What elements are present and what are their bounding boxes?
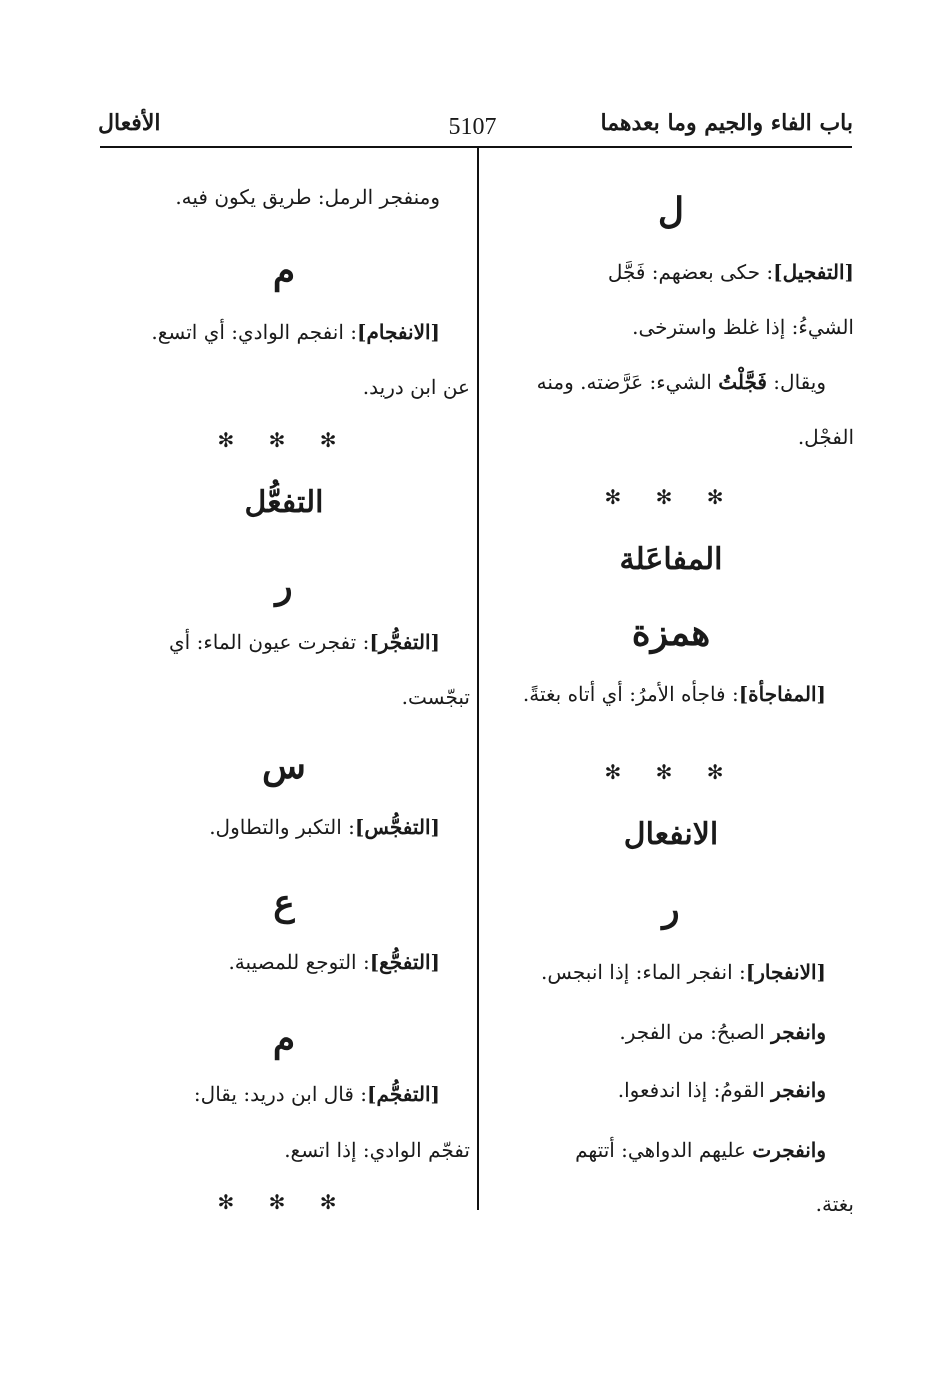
headword: [التفجُّم] — [367, 1082, 440, 1106]
letter-heading-mim: م — [272, 1018, 296, 1060]
headword: [التفجُّع] — [369, 950, 440, 974]
letter-heading-sin: س — [262, 745, 306, 787]
definition: : انفجم الوادي: أي اتسع. — [151, 320, 358, 344]
entry-yuqal — [488, 370, 826, 394]
section-heading-tafaul: التفعُّل — [244, 485, 324, 520]
letter-heading-hamza: همزة — [631, 612, 711, 654]
headword: [المفاجأة] — [738, 682, 826, 706]
entry-infijam — [98, 320, 440, 344]
section-heading-infiaal: الانفعال — [623, 817, 719, 852]
headword: فَجَّلْتُ — [718, 370, 767, 394]
definition: القومُ: إذا اندفعوا. — [617, 1078, 772, 1102]
headword: وانفجر — [771, 1020, 826, 1044]
section-separator: ✻ ✻ ✻ — [217, 1190, 351, 1214]
headword: [الانفجام] — [357, 320, 440, 344]
entry-mufajaa — [488, 682, 826, 706]
entry-tafajjum-cont: تفجّم الوادي: إذا اتسع. — [284, 1138, 470, 1162]
letter-heading-mim: م — [272, 250, 296, 292]
entry-tafajjur-cont: تبجّست. — [401, 685, 470, 709]
entry-tafajjus — [98, 815, 440, 839]
entry-munfajar: ومنفجر الرمل: طريق يكون فيه. — [175, 185, 440, 209]
entry-yuqal-cont: الفجْل. — [797, 425, 854, 449]
letter-heading-lam: ل — [657, 190, 685, 232]
headword: [الانفجار] — [745, 960, 826, 984]
letter-heading-ra: ر — [662, 888, 680, 930]
section-separator: ✻ ✻ ✻ — [604, 760, 738, 784]
letter-heading-ra: ر — [275, 565, 293, 607]
entry-tafajju — [98, 950, 440, 974]
running-head-chapter: باب الفاء والجيم وما بعدهما — [600, 110, 853, 136]
entry-sobh — [488, 1020, 826, 1044]
entry-tafajjum — [98, 1082, 440, 1106]
header-rule — [100, 146, 852, 148]
definition: : انفجر الماء: إذا انبجس. — [541, 960, 746, 984]
headword: وانفجرت — [752, 1138, 826, 1162]
text: ويقال: — [766, 370, 826, 394]
definition: الصبحُ: من الفجر. — [619, 1020, 772, 1044]
entry-dawahi — [488, 1138, 826, 1162]
definition: : قال ابن دريد: يقال: — [193, 1082, 368, 1106]
entry-tafajjur — [98, 630, 440, 654]
definition: : التوجع للمصيبة. — [228, 950, 370, 974]
definition: عليهم الدواهي: أتتهم — [575, 1138, 753, 1162]
entry-qawm — [488, 1078, 826, 1102]
definition: : التكبر والتطاول. — [209, 815, 355, 839]
entry-infijam-cont: عن ابن دريد. — [362, 375, 470, 399]
running-head-section: الأفعال — [98, 110, 161, 136]
definition: : تفجرت عيون الماء: أي — [169, 630, 370, 654]
definition: : فاجأه الأمرُ: أي أتاه بغتةً. — [522, 682, 739, 706]
entry-tafjeel — [488, 260, 854, 284]
column-divider — [477, 148, 479, 1210]
definition: : حكى بعضهم: فَجَّل — [607, 260, 774, 284]
entry-infijar — [488, 960, 826, 984]
page-number: 5107 — [448, 114, 497, 140]
headword: [التفجيل] — [773, 260, 854, 284]
section-separator: ✻ ✻ ✻ — [217, 428, 351, 452]
letter-heading-ain: ع — [273, 882, 295, 924]
entry-tafjeel-cont: الشيءُ: إذا غلظ واسترخى. — [632, 315, 854, 339]
headword: [التفجُّر] — [369, 630, 440, 654]
entry-dawahi-cont: بغتة. — [815, 1192, 854, 1216]
section-heading-mufaala: المفاعَلة — [619, 542, 723, 577]
text: الشيء: عَرَّضته. ومنه — [536, 370, 719, 394]
section-separator: ✻ ✻ ✻ — [604, 485, 738, 509]
headword: وانفجر — [771, 1078, 826, 1102]
headword: [التفجُّس] — [354, 815, 440, 839]
